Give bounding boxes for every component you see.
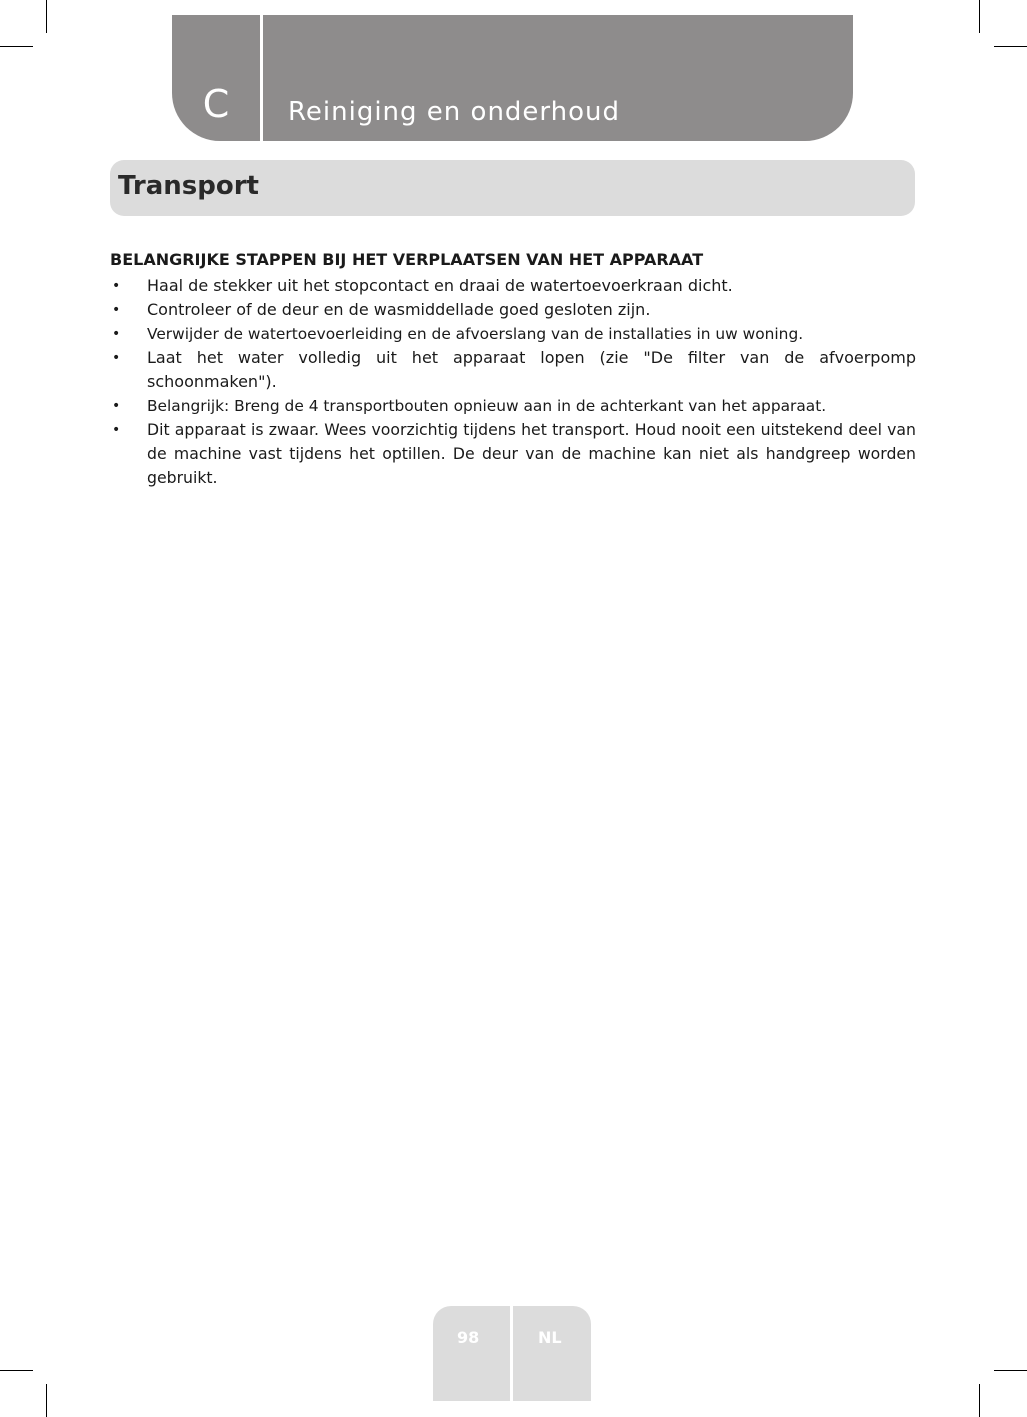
bullet-list — [110, 274, 916, 490]
list-item-text: Controleer of de deur en de wasmiddellade goed gesloten zijn. — [147, 300, 651, 319]
content-heading: BELANGRIJKE STAPPEN BIJ HET VERPLAATSEN VAN HET APPARAAT — [110, 250, 704, 269]
bullet-icon: • — [112, 350, 121, 366]
bullet-icon: • — [112, 302, 121, 318]
list-item — [110, 322, 916, 346]
crop-mark — [979, 1384, 980, 1417]
list-item — [110, 418, 916, 490]
language-code: NL — [538, 1328, 562, 1347]
bullet-icon: • — [112, 278, 121, 294]
list-item — [110, 274, 916, 298]
chapter-divider — [260, 15, 263, 141]
list-item — [110, 298, 916, 322]
section-banner — [110, 160, 915, 216]
crop-mark — [994, 1370, 1027, 1371]
crop-mark — [46, 0, 47, 33]
list-item — [110, 394, 916, 418]
chapter-letter: C — [202, 82, 230, 126]
chapter-title: Reiniging en onderhoud — [288, 97, 621, 127]
section-title: Transport — [118, 171, 259, 201]
page-number: 98 — [457, 1328, 480, 1347]
crop-mark — [994, 46, 1027, 47]
crop-mark — [0, 1370, 33, 1371]
list-item-text: Dit apparaat is zwaar. Wees voorzichtig tijdens het transport. Houd nooit een uitstekend deel van de machine vast tijdens het optillen. De deur van de machine kan niet als handgreep worden gebruikt. — [147, 420, 916, 487]
crop-mark — [0, 46, 33, 47]
footer-tab — [433, 1306, 591, 1401]
list-item-text: Laat het water volledig uit het apparaat lopen (zie "De filter van de afvoerpomp schoonmaken"). — [147, 348, 916, 391]
crop-mark — [979, 0, 980, 33]
bullet-icon: • — [112, 326, 121, 342]
list-item-text: Haal de stekker uit het stopcontact en draai de watertoevoerkraan dicht. — [147, 276, 733, 295]
chapter-header — [172, 15, 853, 141]
bullet-icon: • — [112, 398, 121, 414]
main-content — [110, 250, 916, 490]
list-item — [110, 346, 916, 394]
bullet-icon: • — [112, 422, 121, 438]
list-item-text: Verwijder de watertoevoerleiding en de afvoerslang van de installaties in uw woning. — [147, 325, 804, 343]
footer-divider — [510, 1306, 513, 1401]
list-item-text: Belangrijk: Breng de 4 transportbouten opnieuw aan in de achterkant van het apparaat. — [147, 397, 827, 415]
crop-mark — [46, 1384, 47, 1417]
